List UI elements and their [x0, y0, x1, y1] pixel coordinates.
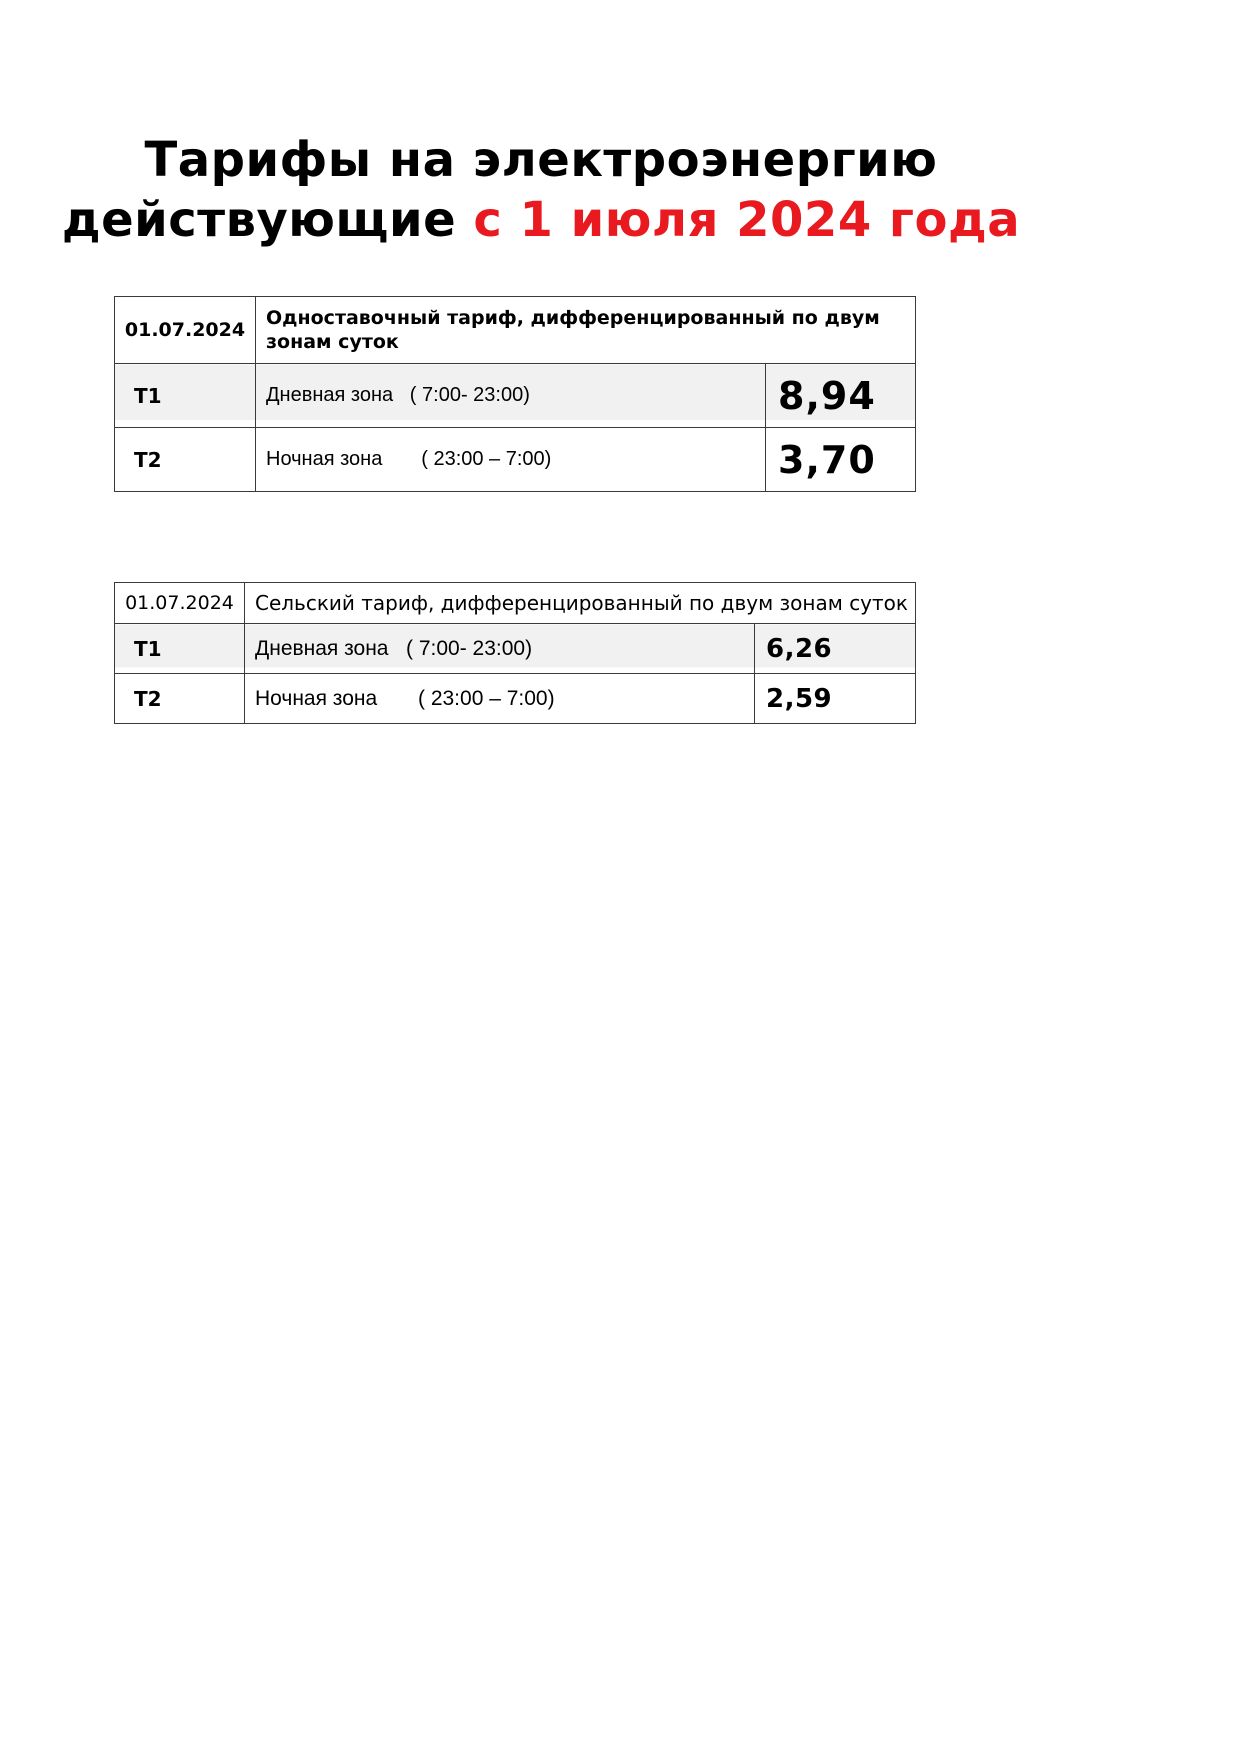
title-effective-date: с 1 июля 2024 года: [473, 192, 1021, 248]
table-header-row: [115, 583, 916, 624]
zone-code: Т2: [115, 674, 245, 724]
table-row: [115, 428, 916, 492]
zone-code: Т1: [115, 364, 256, 428]
table-header-row: [115, 297, 916, 364]
zone-price: 3,70: [766, 428, 916, 492]
title-line-2: [0, 190, 1082, 250]
zone-code: Т2: [115, 428, 256, 492]
zone-description: Дневная зона ( 7:00- 23:00): [245, 624, 755, 674]
zone-price: 8,94: [766, 364, 916, 428]
tariff-date: 01.07.2024: [115, 583, 245, 624]
title-line-1: Тарифы на электроэнергию: [144, 132, 938, 188]
single-rate-tariff-table: [114, 296, 916, 492]
table-row: [115, 364, 916, 428]
table-row: [115, 674, 916, 724]
zone-code: Т1: [115, 624, 245, 674]
zone-description: Дневная зона ( 7:00- 23:00): [256, 364, 766, 428]
zone-description: Ночная зона ( 23:00 – 7:00): [245, 674, 755, 724]
table-row: [115, 624, 916, 674]
page-title: [0, 130, 1082, 250]
tariff-date: 01.07.2024: [115, 297, 256, 364]
zone-description: Ночная зона ( 23:00 – 7:00): [256, 428, 766, 492]
title-line-2-prefix: действующие: [61, 192, 474, 248]
zone-price: 6,26: [755, 624, 916, 674]
tariff-caption: Сельский тариф, дифференцированный по двум зонам суток: [245, 583, 916, 624]
zone-price: 2,59: [755, 674, 916, 724]
rural-tariff-table: [114, 582, 916, 724]
tariff-caption: Одноставочный тариф, дифференцированный по двум зонам суток: [256, 297, 916, 364]
